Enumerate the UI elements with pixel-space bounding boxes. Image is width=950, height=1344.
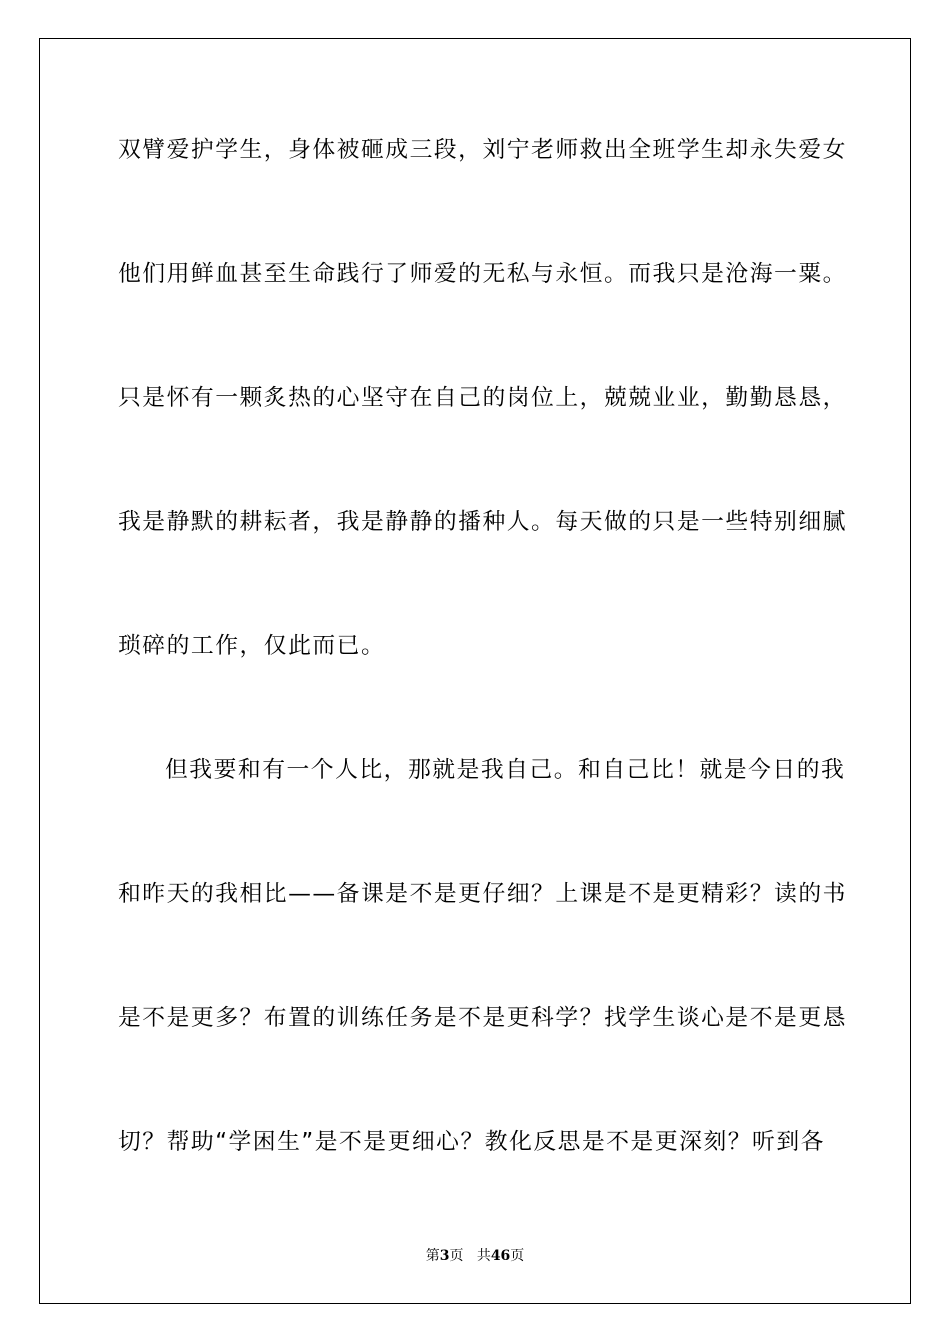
text-line: 双臂爱护学生，身体被砸成三段，刘宁老师救出全班学生却永失爱女 bbox=[118, 137, 847, 163]
total-suffix: 页 bbox=[510, 1248, 525, 1264]
page-footer bbox=[0, 1247, 950, 1265]
paragraph-first-line: 但我要和有一个人比，那就是我自己。和自己比！就是今日的我 bbox=[165, 757, 846, 783]
text-line: 只是怀有一颗炙热的心坚守在自己的岗位上，兢兢业业，勤勤恳恳， bbox=[118, 385, 847, 411]
page-prefix: 第 bbox=[425, 1248, 440, 1264]
text-line: 切？帮助“学困生”是不是更细心？教化反思是不是更深刻？听到各 bbox=[118, 1129, 825, 1155]
page-suffix: 页 bbox=[449, 1248, 464, 1264]
text-line: 和昨天的我相比——备课是不是更仔细？上课是不是更精彩？读的书 bbox=[118, 881, 847, 907]
total-prefix: 共 bbox=[476, 1248, 491, 1264]
text-line: 他们用鲜血甚至生命践行了师爱的无私与永恒。而我只是沧海一粟。 bbox=[118, 261, 847, 287]
page-border bbox=[39, 38, 911, 1304]
text-line: 琐碎的工作，仅此而已。 bbox=[118, 633, 386, 659]
page-number: 3 bbox=[439, 1248, 450, 1264]
total-pages: 46 bbox=[490, 1248, 511, 1264]
text-line: 我是静默的耕耘者，我是静静的播种人。每天做的只是一些特别细腻 bbox=[118, 509, 847, 535]
text-line: 是不是更多？布置的训练任务是不是更科学？找学生谈心是不是更恳 bbox=[118, 1005, 847, 1031]
